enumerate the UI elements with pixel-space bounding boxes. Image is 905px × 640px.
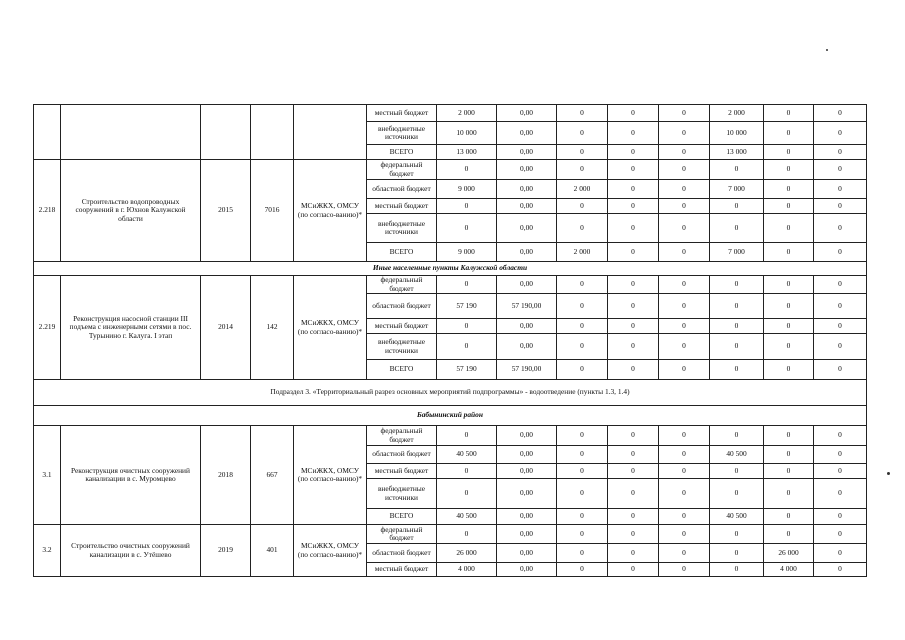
amount-cell: 0 <box>814 479 867 509</box>
amount-cell: 0 <box>659 180 710 199</box>
amount-cell: 0 <box>814 122 867 145</box>
amount-cell: 0 <box>659 145 710 160</box>
amount-cell: 0 <box>710 160 764 180</box>
executor: МСиЖКХ, ОМСУ (по согласо-ванию)* <box>294 160 367 262</box>
amount-cell: 0 <box>814 319 867 334</box>
program-number: 2.219 <box>34 276 61 380</box>
amount-cell: 13 000 <box>710 145 764 160</box>
amount-cell: 0 <box>764 525 814 544</box>
program-number: 3.1 <box>34 426 61 525</box>
amount-cell: 0 <box>557 160 608 180</box>
amount-cell: 0 <box>437 160 497 180</box>
amount-cell: 0 <box>710 199 764 214</box>
amount-cell: 0 <box>659 243 710 262</box>
amount-cell: 0 <box>764 145 814 160</box>
scan-speck <box>826 49 828 51</box>
amount-cell: 0,00 <box>497 105 557 122</box>
amount-cell: 0 <box>814 180 867 199</box>
amount-cell: 0 <box>710 294 764 319</box>
amount-cell: 0 <box>608 464 659 479</box>
amount-cell: 0 <box>557 276 608 294</box>
amount-cell: 0,00 <box>497 509 557 525</box>
amount-cell: 0 <box>608 145 659 160</box>
funding-source: внебюджетные источники <box>367 122 437 145</box>
amount-cell: 0 <box>437 276 497 294</box>
amount-cell: 0 <box>764 199 814 214</box>
amount-cell: 0 <box>437 319 497 334</box>
amount-cell: 0 <box>608 446 659 464</box>
implementation-year <box>201 105 251 160</box>
amount-cell: 0 <box>710 276 764 294</box>
measure-name: Реконструкция очистных сооружений канализации в с. Муромцево <box>61 426 201 525</box>
funding-source: ВСЕГО <box>367 243 437 262</box>
amount-cell: 0 <box>710 525 764 544</box>
amount-cell: 0 <box>659 319 710 334</box>
capacity: 142 <box>251 276 294 380</box>
amount-cell: 0 <box>659 122 710 145</box>
funding-source: внебюджетные источники <box>367 479 437 509</box>
funding-source: местный бюджет <box>367 105 437 122</box>
section-babyninsky: Бабынинский район <box>34 406 867 426</box>
funding-source: местный бюджет <box>367 464 437 479</box>
amount-cell: 0 <box>814 334 867 360</box>
implementation-year: 2018 <box>201 426 251 525</box>
amount-cell: 0 <box>557 426 608 446</box>
amount-cell: 0 <box>557 544 608 563</box>
amount-cell: 0 <box>710 544 764 563</box>
amount-cell: 0,00 <box>497 334 557 360</box>
amount-cell: 0 <box>557 479 608 509</box>
measure-name: Строительство очистных сооружений канализации в с. Утёшево <box>61 525 201 577</box>
amount-cell: 0 <box>608 319 659 334</box>
executor: МСиЖКХ, ОМСУ (по согласо-ванию)* <box>294 276 367 380</box>
funding-source: федеральный бюджет <box>367 276 437 294</box>
amount-cell: 0 <box>814 544 867 563</box>
amount-cell: 2 000 <box>710 105 764 122</box>
amount-cell: 7 000 <box>710 180 764 199</box>
amount-cell: 0 <box>608 334 659 360</box>
amount-cell: 0 <box>557 509 608 525</box>
implementation-year: 2015 <box>201 160 251 262</box>
amount-cell: 0 <box>764 334 814 360</box>
amount-cell: 0 <box>557 105 608 122</box>
amount-cell: 0 <box>659 464 710 479</box>
amount-cell: 0 <box>608 243 659 262</box>
amount-cell: 0 <box>659 446 710 464</box>
amount-cell: 0 <box>437 214 497 243</box>
amount-cell: 0 <box>814 243 867 262</box>
amount-cell: 0 <box>814 426 867 446</box>
amount-cell: 0 <box>814 105 867 122</box>
funding-source: федеральный бюджет <box>367 160 437 180</box>
amount-cell: 0 <box>608 276 659 294</box>
amount-cell: 0 <box>608 479 659 509</box>
amount-cell: 0 <box>814 446 867 464</box>
amount-cell: 0 <box>710 563 764 577</box>
amount-cell: 0 <box>659 426 710 446</box>
amount-cell: 0 <box>764 294 814 319</box>
amount-cell: 0 <box>557 464 608 479</box>
amount-cell: 0 <box>557 214 608 243</box>
amount-cell: 0 <box>814 525 867 544</box>
amount-cell: 0 <box>557 319 608 334</box>
amount-cell: 40 500 <box>710 509 764 525</box>
amount-cell: 40 500 <box>437 509 497 525</box>
amount-cell: 0 <box>659 160 710 180</box>
amount-cell: 57 190 <box>437 360 497 380</box>
amount-cell: 0,00 <box>497 464 557 479</box>
program-number <box>34 105 61 160</box>
amount-cell: 0 <box>764 180 814 199</box>
amount-cell: 0 <box>608 180 659 199</box>
funding-source: федеральный бюджет <box>367 426 437 446</box>
amount-cell: 0 <box>659 525 710 544</box>
amount-cell: 0 <box>710 334 764 360</box>
amount-cell: 0 <box>764 479 814 509</box>
amount-cell: 0 <box>608 160 659 180</box>
amount-cell: 0 <box>608 122 659 145</box>
amount-cell: 0,00 <box>497 276 557 294</box>
amount-cell: 0 <box>814 294 867 319</box>
amount-cell: 0 <box>710 426 764 446</box>
amount-cell: 0 <box>659 563 710 577</box>
amount-cell: 57 190,00 <box>497 294 557 319</box>
section-row <box>34 406 867 426</box>
amount-cell: 0,00 <box>497 122 557 145</box>
amount-cell: 0 <box>608 360 659 380</box>
table-row <box>34 105 867 122</box>
program-number: 2.218 <box>34 160 61 262</box>
amount-cell: 0 <box>764 509 814 525</box>
amount-cell: 0 <box>814 563 867 577</box>
amount-cell: 0 <box>764 122 814 145</box>
funding-source: местный бюджет <box>367 199 437 214</box>
amount-cell: 40 500 <box>710 446 764 464</box>
amount-cell: 0 <box>659 360 710 380</box>
amount-cell: 0 <box>814 360 867 380</box>
amount-cell: 0,00 <box>497 199 557 214</box>
amount-cell: 26 000 <box>437 544 497 563</box>
executor: МСиЖКХ, ОМСУ (по согласо-ванию)* <box>294 525 367 577</box>
amount-cell: 0 <box>437 426 497 446</box>
amount-cell: 0 <box>557 145 608 160</box>
budget-table <box>33 104 867 577</box>
amount-cell: 4 000 <box>437 563 497 577</box>
funding-source: местный бюджет <box>367 563 437 577</box>
funding-source: федеральный бюджет <box>367 525 437 544</box>
amount-cell: 0 <box>764 214 814 243</box>
amount-cell: 0 <box>557 563 608 577</box>
amount-cell: 0 <box>437 525 497 544</box>
amount-cell: 0,00 <box>497 319 557 334</box>
amount-cell: 0 <box>557 294 608 319</box>
amount-cell: 0 <box>608 294 659 319</box>
amount-cell: 0 <box>557 199 608 214</box>
amount-cell: 0 <box>557 360 608 380</box>
scan-speck <box>887 472 890 475</box>
section-row <box>34 380 867 406</box>
amount-cell: 0 <box>437 199 497 214</box>
amount-cell: 0 <box>764 360 814 380</box>
measure-name: Строительство водопроводных сооружений в г. Юхнов Калужской области <box>61 160 201 262</box>
capacity: 667 <box>251 426 294 525</box>
funding-source: областной бюджет <box>367 544 437 563</box>
capacity: 401 <box>251 525 294 577</box>
funding-source: областной бюджет <box>367 446 437 464</box>
amount-cell: 0 <box>710 464 764 479</box>
amount-cell: 9 000 <box>437 243 497 262</box>
capacity: 7016 <box>251 160 294 262</box>
amount-cell: 0 <box>557 122 608 145</box>
amount-cell: 0,00 <box>497 243 557 262</box>
amount-cell: 0 <box>608 214 659 243</box>
amount-cell: 0 <box>710 214 764 243</box>
amount-cell: 0 <box>608 199 659 214</box>
amount-cell: 0,00 <box>497 544 557 563</box>
amount-cell: 0 <box>814 199 867 214</box>
amount-cell: 0 <box>659 509 710 525</box>
amount-cell: 0 <box>608 105 659 122</box>
amount-cell: 0 <box>814 276 867 294</box>
amount-cell: 0 <box>608 544 659 563</box>
amount-cell: 0 <box>764 243 814 262</box>
amount-cell: 0 <box>659 199 710 214</box>
amount-cell: 13 000 <box>437 145 497 160</box>
amount-cell: 0 <box>764 160 814 180</box>
section-row <box>34 262 867 276</box>
amount-cell: 10 000 <box>710 122 764 145</box>
amount-cell: 0 <box>814 509 867 525</box>
amount-cell: 0 <box>814 145 867 160</box>
funding-source: местный бюджет <box>367 319 437 334</box>
amount-cell: 0 <box>659 294 710 319</box>
amount-cell: 57 190,00 <box>497 360 557 380</box>
amount-cell: 0 <box>764 464 814 479</box>
amount-cell: 0 <box>710 319 764 334</box>
amount-cell: 0,00 <box>497 563 557 577</box>
implementation-year: 2014 <box>201 276 251 380</box>
amount-cell: 0 <box>608 525 659 544</box>
funding-source: внебюджетные источники <box>367 334 437 360</box>
amount-cell: 0 <box>659 479 710 509</box>
amount-cell: 0 <box>764 276 814 294</box>
amount-cell: 10 000 <box>437 122 497 145</box>
executor: МСиЖКХ, ОМСУ (по согласо-ванию)* <box>294 426 367 525</box>
amount-cell: 0 <box>659 214 710 243</box>
amount-cell: 0,00 <box>497 525 557 544</box>
amount-cell: 0 <box>659 334 710 360</box>
program-number: 3.2 <box>34 525 61 577</box>
amount-cell: 0 <box>764 319 814 334</box>
amount-cell: 26 000 <box>764 544 814 563</box>
amount-cell: 0 <box>764 446 814 464</box>
amount-cell: 0,00 <box>497 446 557 464</box>
funding-source: внебюджетные источники <box>367 214 437 243</box>
amount-cell: 40 500 <box>437 446 497 464</box>
funding-source: областной бюджет <box>367 294 437 319</box>
amount-cell: 0 <box>557 446 608 464</box>
capacity <box>251 105 294 160</box>
table-row <box>34 426 867 446</box>
amount-cell: 0 <box>608 563 659 577</box>
amount-cell: 0 <box>608 509 659 525</box>
amount-cell: 0,00 <box>497 479 557 509</box>
amount-cell: 57 190 <box>437 294 497 319</box>
subsection-3-title: Подраздел 3. «Территориальный разрез основных мероприятий подпрограммы» - водоотведение (пункты 1.3, 1.4) <box>34 380 867 406</box>
amount-cell: 0,00 <box>497 214 557 243</box>
amount-cell: 0 <box>710 360 764 380</box>
implementation-year: 2019 <box>201 525 251 577</box>
amount-cell: 0 <box>764 105 814 122</box>
amount-cell: 0,00 <box>497 145 557 160</box>
funding-source: областной бюджет <box>367 180 437 199</box>
amount-cell: 4 000 <box>764 563 814 577</box>
table-row <box>34 525 867 544</box>
amount-cell: 0,00 <box>497 180 557 199</box>
amount-cell: 0 <box>437 479 497 509</box>
funding-source: ВСЕГО <box>367 509 437 525</box>
section-other-settlements: Иные населенные пункты Калужской области <box>34 262 867 276</box>
amount-cell: 0 <box>814 160 867 180</box>
funding-source: ВСЕГО <box>367 145 437 160</box>
amount-cell: 0 <box>814 464 867 479</box>
amount-cell: 2 000 <box>437 105 497 122</box>
measure-name <box>61 105 201 160</box>
amount-cell: 9 000 <box>437 180 497 199</box>
amount-cell: 0 <box>659 276 710 294</box>
amount-cell: 7 000 <box>710 243 764 262</box>
amount-cell: 0 <box>557 525 608 544</box>
funding-source: ВСЕГО <box>367 360 437 380</box>
amount-cell: 0,00 <box>497 160 557 180</box>
amount-cell: 0 <box>608 426 659 446</box>
amount-cell: 2 000 <box>557 180 608 199</box>
amount-cell: 2 000 <box>557 243 608 262</box>
amount-cell: 0 <box>557 334 608 360</box>
amount-cell: 0,00 <box>497 426 557 446</box>
amount-cell: 0 <box>659 544 710 563</box>
amount-cell: 0 <box>437 334 497 360</box>
amount-cell: 0 <box>437 464 497 479</box>
amount-cell: 0 <box>710 479 764 509</box>
amount-cell: 0 <box>659 105 710 122</box>
amount-cell: 0 <box>814 214 867 243</box>
executor <box>294 105 367 160</box>
measure-name: Реконструкция насосной станции III подъема с инженерными сетями в пос. Турынино г. Калуга. I этап <box>61 276 201 380</box>
table-row <box>34 276 867 294</box>
amount-cell: 0 <box>764 426 814 446</box>
table-row <box>34 160 867 180</box>
